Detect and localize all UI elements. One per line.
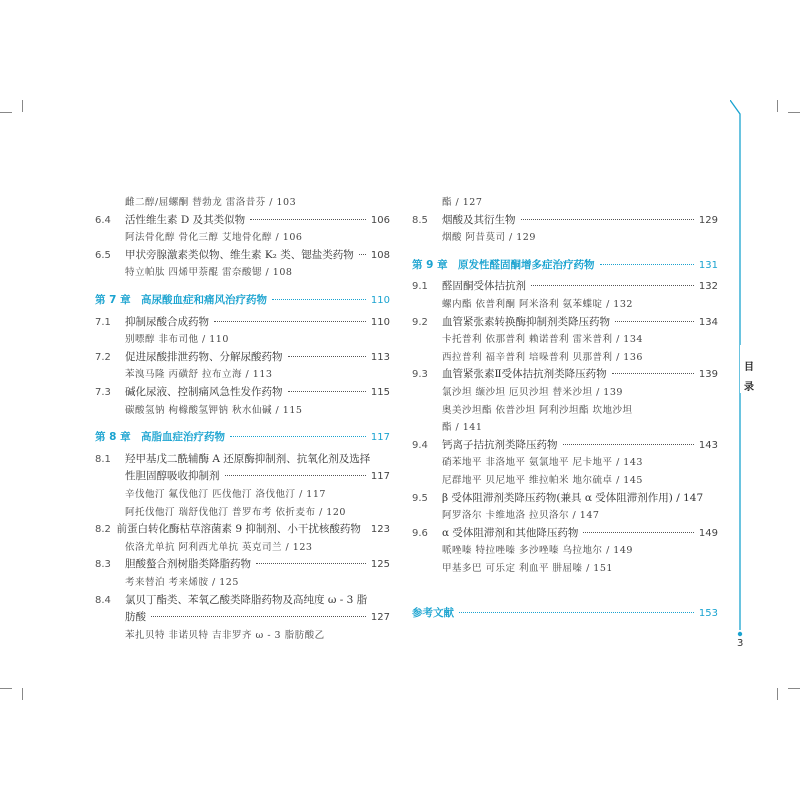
drug-list-line: 螺内酯 依普利酮 阿米洛利 氨苯蝶啶 / 132 [442, 299, 633, 310]
section-number: 6.5 [95, 249, 111, 261]
toc-entry [412, 490, 718, 505]
leader-dots [615, 321, 694, 322]
leader-dots [531, 285, 694, 286]
crop-mark [777, 688, 778, 700]
section-number: 7.1 [95, 316, 111, 328]
drug-list-line: 西拉普利 福辛普利 培哚普利 贝那普利 / 136 [442, 351, 643, 363]
leader-dots [151, 616, 366, 617]
drug-list-line: 烟酸 阿昔莫司 / 129 [442, 232, 536, 244]
toc-entry [95, 556, 390, 571]
section-number: 8.4 [95, 594, 111, 606]
leader-dots [288, 356, 366, 357]
page-number: 3 [737, 638, 744, 649]
chapter-page: 117 [370, 432, 390, 444]
drug-list-line: 考来替泊 考来烯胺 / 125 [125, 577, 239, 588]
section-number: 9.1 [412, 281, 428, 293]
toc-entry [95, 247, 390, 262]
section-page: 134 [698, 316, 718, 328]
section-number: 9.4 [412, 439, 428, 451]
drug-list-line: 奥美沙坦酯 依普沙坦 阿利沙坦酯 坎地沙坦 [442, 404, 633, 416]
section-number: 9.5 [412, 492, 428, 504]
drug-list-line: 阿罗洛尔 卡维地洛 拉贝洛尔 / 147 [442, 510, 600, 522]
section-number: 8.5 [412, 214, 428, 226]
section-page: 123 [370, 524, 390, 536]
toc-entry [95, 384, 390, 399]
section-title: α 受体阻滞剂和其他降压药物 [442, 526, 579, 539]
drug-list-line: 阿托伐他汀 瑞舒伐他汀 普罗布考 依折麦布 / 120 [125, 506, 346, 518]
section-page: 132 [698, 281, 718, 293]
chapter-page: 153 [698, 608, 718, 620]
toc-entry [95, 451, 390, 466]
section-title: 羟甲基戊二酰辅酶 A 还原酶抑制剂、抗氧化剂及选择 [125, 452, 371, 465]
crop-mark [22, 100, 23, 112]
section-number: 6.4 [95, 214, 111, 226]
chapter-heading [95, 292, 390, 307]
section-title: 抑制尿酸合成药物 [125, 315, 209, 328]
crop-mark [788, 112, 800, 113]
section-number: 8.1 [95, 453, 111, 465]
section-number: 9.3 [412, 369, 428, 381]
section-title: 前蛋白转化酶枯草溶菌素 9 抑制剂、小干扰核酸药物 [116, 523, 361, 536]
section-title: 氯贝丁酯类、苯氧乙酸类降脂药物及高纯度 ω - 3 脂 [125, 593, 368, 606]
toc-entry [95, 212, 390, 227]
drug-list-line: 卡托普利 依那普利 赖诺普利 雷米普利 / 134 [442, 334, 643, 346]
leader-dots [225, 475, 366, 476]
section-title: 钙离子拮抗剂类降压药物 [442, 438, 558, 451]
section-title: 活性维生素 D 及其类似物 [125, 213, 246, 226]
section-title: 肪酸 [125, 611, 146, 624]
toc-entry [412, 437, 718, 452]
section-title: β 受体阻滞剂类降压药物(兼具 α 受体阻滞剂作用) / 147 [442, 491, 704, 504]
chapter-number: 参考文献 [412, 607, 454, 620]
section-number: 9.6 [412, 527, 428, 539]
side-label-top: 目 [744, 362, 754, 373]
section-title: 醛固酮受体拮抗剂 [442, 280, 526, 293]
drug-list-line: 阿法骨化醇 骨化三醇 艾地骨化醇 / 106 [125, 232, 303, 244]
section-title: 甲状旁腺激素类似物、维生素 K₂ 类、锶盐类药物 [125, 248, 354, 261]
section-page: 108 [370, 249, 390, 261]
chapter-page: 110 [370, 295, 390, 306]
section-page: 139 [698, 369, 718, 381]
drug-list-line: 酯 / 141 [442, 422, 483, 434]
leader-dots [563, 444, 694, 445]
leader-dots [288, 391, 366, 392]
drug-list-line: 尼群地平 贝尼地平 维拉帕米 地尔硫卓 / 145 [442, 475, 643, 486]
crop-mark [22, 688, 23, 700]
section-number: 7.2 [95, 351, 111, 363]
drug-list-line: 硝苯地平 非洛地平 氨氯地平 尼卡地平 / 143 [442, 457, 643, 469]
leader-dots [250, 219, 366, 220]
section-page: 106 [370, 214, 390, 226]
section-page: 129 [698, 214, 718, 226]
drug-list-line: 碳酸氢钠 枸橼酸氢钾钠 秋水仙碱 / 115 [125, 404, 303, 416]
leader-dots [272, 299, 366, 300]
crop-mark [788, 688, 800, 689]
section-title: 血管紧张素转换酶抑制剂类降压药物 [442, 315, 610, 328]
chapter-heading [412, 605, 718, 620]
toc-entry [412, 278, 718, 293]
section-page: 117 [370, 471, 390, 483]
drug-list-line: 苯溴马隆 丙磺舒 拉布立海 / 113 [125, 369, 273, 381]
section-title: 血管紧张素Ⅱ受体拮抗剂类降压药物 [442, 368, 607, 381]
drug-list-line: 氯沙坦 缬沙坦 厄贝沙坦 替米沙坦 / 139 [442, 387, 623, 398]
chapter-number: 第 7 章 [95, 294, 131, 306]
section-page: 115 [370, 387, 390, 398]
chapter-title: 原发性醛固酮增多症治疗药物 [458, 258, 595, 271]
drug-list-line: 苯扎贝特 非诺贝特 吉非罗齐 ω - 3 脂肪酸乙 [125, 629, 325, 641]
section-title: 性胆固醇吸收抑制剂 [125, 470, 220, 483]
section-number: 7.3 [95, 387, 111, 398]
section-page: 113 [370, 351, 390, 363]
section-page: 127 [370, 612, 390, 624]
drug-list-line: 酯 / 127 [442, 197, 483, 208]
section-number: 9.2 [412, 316, 428, 328]
drug-list-line: 雌二醇/屈螺酮 替勃龙 雷洛昔芬 / 103 [125, 197, 297, 208]
crop-mark [0, 112, 12, 113]
chapter-number: 第 9 章 [412, 258, 448, 271]
drug-list-line: 甲基多巴 可乐定 利血平 肼屈嗪 / 151 [442, 563, 613, 574]
crop-mark [0, 688, 12, 689]
toc-entry [95, 592, 390, 607]
toc-entry [95, 349, 390, 364]
chapter-title: 高脂血症治疗药物 [141, 431, 225, 444]
toc-entry [95, 314, 390, 329]
chapter-number: 第 8 章 [95, 431, 131, 444]
leader-dots [583, 532, 693, 533]
leader-dots [256, 563, 366, 564]
toc-entry [95, 468, 390, 483]
section-page: 110 [370, 316, 390, 328]
toc-entry [412, 366, 718, 381]
leader-dots [230, 436, 366, 437]
section-title: 碱化尿液、控制痛风急性发作药物 [125, 386, 283, 398]
chapter-page: 131 [698, 259, 718, 271]
section-page: 125 [370, 559, 390, 571]
section-page: 149 [698, 527, 718, 539]
leader-dots [359, 254, 366, 255]
drug-list-line: 特立帕肽 四烯甲萘醌 雷奈酸锶 / 108 [125, 267, 293, 279]
section-title: 烟酸及其衍生物 [442, 213, 516, 226]
side-label-bottom: 录 [744, 382, 754, 393]
toc-entry [412, 212, 718, 227]
drug-list-line: 辛伐他汀 氟伐他汀 匹伐他汀 洛伐他汀 / 117 [125, 489, 326, 500]
chapter-heading [412, 257, 718, 272]
toc-entry [95, 609, 390, 624]
leader-dots [612, 373, 694, 374]
section-title: 促进尿酸排泄药物、分解尿酸药物 [125, 350, 283, 363]
leader-dots [459, 612, 694, 613]
section-number: 8.3 [95, 559, 111, 571]
section-number: 8.2 [95, 524, 111, 536]
section-title: 胆酸螯合剂树脂类降脂药物 [125, 558, 251, 571]
toc-entry [95, 521, 390, 536]
leader-dots [600, 264, 694, 265]
drug-list-line: 依洛尤单抗 阿利西尤单抗 英克司兰 / 123 [125, 541, 313, 553]
toc-entry [412, 314, 718, 329]
section-page: 143 [698, 439, 718, 451]
drug-list-line: 别嘌醇 非布司他 / 110 [125, 334, 229, 346]
toc-entry [412, 525, 718, 540]
leader-dots [214, 321, 366, 322]
drug-list-line: 哌唑嗪 特拉唑嗪 多沙唑嗪 乌拉地尔 / 149 [442, 545, 633, 557]
chapter-heading [95, 429, 390, 444]
chapter-title: 高尿酸血症和痛风治疗药物 [141, 294, 267, 306]
leader-dots [521, 219, 694, 220]
